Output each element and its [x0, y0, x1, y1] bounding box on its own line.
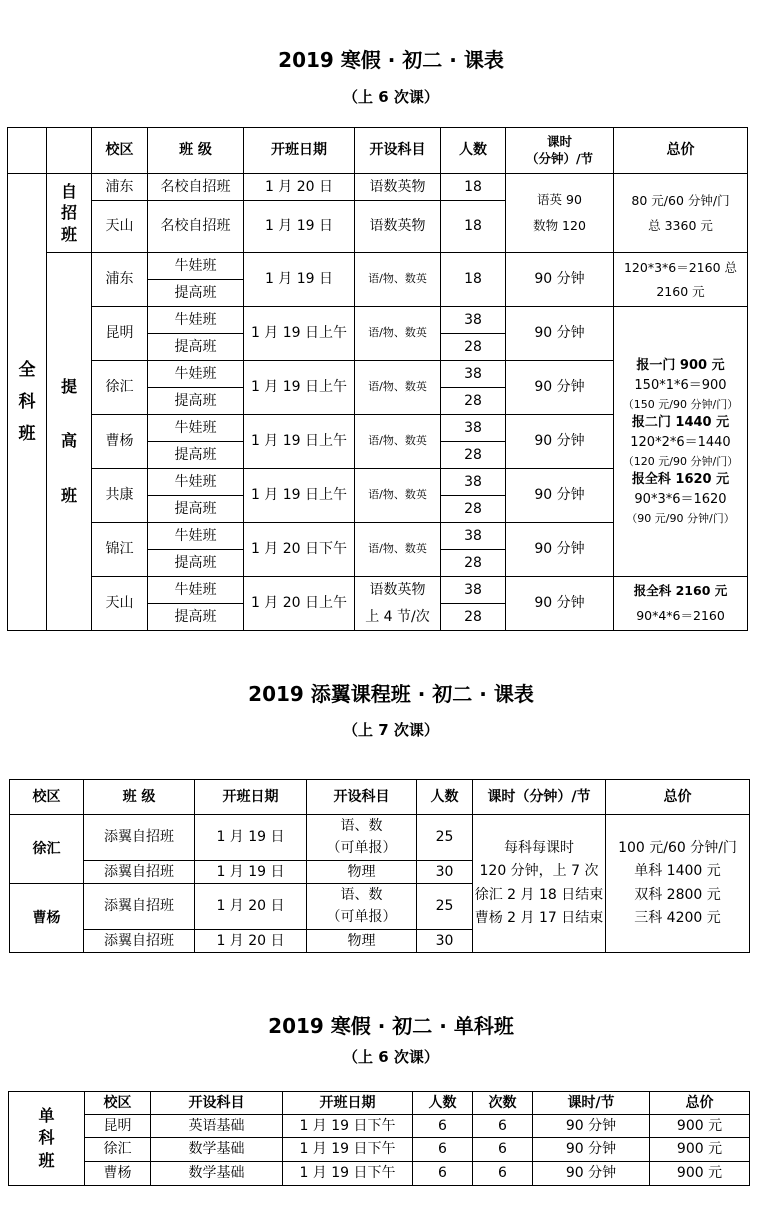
tigao-price-9: （90 元/90 分钟/门） — [626, 512, 735, 526]
tigao-count1-xuhui: 38 — [441, 361, 506, 388]
zizhao-price-1: 80 元/60 分钟/门 — [631, 193, 730, 208]
s3-header-count: 人数 — [413, 1092, 473, 1115]
s3-count-2: 6 — [413, 1138, 473, 1162]
pudong-date: 1 月 19 日 — [244, 253, 355, 307]
tigao-date-gongkang: 1 月 19 日上午 — [244, 469, 355, 523]
s2-header-price: 总价 — [606, 780, 750, 815]
pudong-price-1: 120*3*6＝2160 总 — [623, 259, 738, 275]
zizhao-price — [614, 174, 748, 253]
pudong-campus: 浦东 — [92, 253, 148, 307]
tigao-subjects-xuhui: 语/物、数英 — [355, 361, 441, 415]
tianshan-class-1: 牛娃班 — [148, 577, 244, 604]
tianshan-count-2: 28 — [441, 604, 506, 631]
s2-date-xuhui-2: 1 月 19 日 — [195, 861, 307, 884]
group-tigao — [47, 253, 92, 631]
tigao-price — [614, 307, 748, 577]
section2-subtitle: （上 7 次课） — [343, 721, 439, 739]
s2-date-caoyang-2: 1 月 20 日 — [195, 930, 307, 953]
header-class: 班 级 — [148, 128, 244, 174]
header-price: 总价 — [614, 128, 748, 174]
s3-hours-1: 90 分钟 — [533, 1115, 650, 1138]
s3-campus-3: 曹杨 — [85, 1162, 151, 1186]
tigao-price-1: 报一门 900 元 — [636, 357, 725, 373]
tigao-subjects-gongkang: 语/物、数英 — [355, 469, 441, 523]
s2-count-caoyang-1: 25 — [417, 884, 473, 930]
tigao-count2-jinjiang: 28 — [441, 550, 506, 577]
tigao-hours-gongkang: 90 分钟 — [506, 469, 614, 523]
tigao-price-4: 报二门 1440 元 — [631, 414, 730, 430]
s3-count-1: 6 — [413, 1115, 473, 1138]
s3-hours-3: 90 分钟 — [533, 1162, 650, 1186]
tigao-hours-caoyang: 90 分钟 — [506, 415, 614, 469]
header-subjects: 开设科目 — [355, 128, 441, 174]
s2-hours-2: 120 分钟，上 7 次 — [479, 863, 599, 880]
tigao-price-7: 报全科 1620 元 — [631, 472, 730, 488]
group-zizhao-label: 自招班 — [60, 181, 77, 244]
s3-header-price: 总价 — [650, 1092, 750, 1115]
zizhao-class-2: 名校自招班 — [148, 201, 244, 253]
s3-hours-2: 90 分钟 — [533, 1138, 650, 1162]
pudong-class-2: 提高班 — [148, 280, 244, 307]
tigao-campus-kunming: 昆明 — [92, 307, 148, 361]
s3-header-times: 次数 — [473, 1092, 533, 1115]
s3-header-hours: 课时/节 — [533, 1092, 650, 1115]
tigao-date-kunming: 1 月 19 日上午 — [244, 307, 355, 361]
tigao-class2-gongkang: 提高班 — [148, 496, 244, 523]
s2-price-1: 100 元/60 分钟/门 — [618, 840, 737, 857]
tianshan-campus: 天山 — [92, 577, 148, 631]
header-campus: 校区 — [92, 128, 148, 174]
zizhao-count-1: 18 — [441, 174, 506, 201]
tigao-class2-kunming: 提高班 — [148, 334, 244, 361]
s2-header-count: 人数 — [417, 780, 473, 815]
tigao-count2-xuhui: 28 — [441, 388, 506, 415]
tianshan-price — [614, 577, 748, 631]
s2-date-xuhui-1: 1 月 19 日 — [195, 815, 307, 861]
tianshan-date: 1 月 20 日上午 — [244, 577, 355, 631]
header-empty-1 — [8, 128, 47, 174]
group-zizhao — [47, 174, 92, 253]
tigao-class2-jinjiang: 提高班 — [148, 550, 244, 577]
s3-group — [9, 1092, 85, 1186]
tigao-date-xuhui: 1 月 19 日上午 — [244, 361, 355, 415]
tigao-price-6: （120 元/90 分钟/门） — [622, 455, 739, 469]
tigao-campus-xuhui: 徐汇 — [92, 361, 148, 415]
tigao-class2-xuhui: 提高班 — [148, 388, 244, 415]
winter-all-subject-table — [7, 127, 748, 631]
group-tigao-label: 提高班 — [60, 377, 77, 505]
s2-hours-4: 曹杨 2 月 17 日结束 — [474, 909, 604, 926]
pudong-price — [614, 253, 748, 307]
tigao-class1-jinjiang: 牛娃班 — [148, 523, 244, 550]
s2-price-2: 单科 1400 元 — [634, 863, 721, 880]
section1-title: 2019 寒假 · 初二 · 课表 — [278, 48, 504, 72]
tigao-price-5: 120*2*6＝1440 — [630, 434, 731, 450]
tigao-count1-caoyang: 38 — [441, 415, 506, 442]
header-hours-line2: （分钟）/节 — [525, 150, 594, 166]
tigao-price-8: 90*3*6＝1620 — [634, 492, 727, 508]
s3-price-2: 900 元 — [650, 1138, 750, 1162]
tigao-count1-kunming: 38 — [441, 307, 506, 334]
tigao-count2-caoyang: 28 — [441, 442, 506, 469]
header-start-date: 开班日期 — [244, 128, 355, 174]
tianshan-count-1: 38 — [441, 577, 506, 604]
s3-date-1: 1 月 19 日下午 — [283, 1115, 413, 1138]
zizhao-subjects-1: 语数英物 — [355, 174, 441, 201]
tigao-count1-gongkang: 38 — [441, 469, 506, 496]
s2-subjects-caoyang-1 — [307, 884, 417, 930]
s2-class-xuhui-1: 添翼自招班 — [84, 815, 195, 861]
tigao-campus-caoyang: 曹杨 — [92, 415, 148, 469]
s3-group-label: 单科班 — [38, 1105, 55, 1170]
zizhao-campus-2: 天山 — [92, 201, 148, 253]
s2-subjects-xuhui-1a: 语、数 — [340, 817, 383, 834]
s2-subjects-xuhui-1 — [307, 815, 417, 861]
tigao-date-jinjiang: 1 月 20 日下午 — [244, 523, 355, 577]
group-all-subject-label: 全科班 — [18, 359, 36, 445]
zizhao-campus-1: 浦东 — [92, 174, 148, 201]
header-hours-line1: 课时 — [546, 133, 572, 149]
tigao-subjects-jinjiang: 语/物、数英 — [355, 523, 441, 577]
s2-price-4: 三科 4200 元 — [634, 909, 721, 926]
s2-price-3: 双科 2800 元 — [634, 886, 721, 903]
tigao-class1-gongkang: 牛娃班 — [148, 469, 244, 496]
s2-header-campus: 校区 — [10, 780, 84, 815]
pudong-price-2: 2160 元 — [656, 283, 705, 299]
pudong-count: 18 — [441, 253, 506, 307]
zizhao-count-2: 18 — [441, 201, 506, 253]
tigao-class1-xuhui: 牛娃班 — [148, 361, 244, 388]
s2-subjects-xuhui-1b: （可单报） — [326, 839, 397, 856]
s2-hours-1: 每科每课时 — [504, 840, 574, 857]
single-subject-table — [8, 1091, 750, 1186]
pudong-subjects: 语/物、数英 — [355, 253, 441, 307]
s2-subjects-caoyang-2: 物理 — [307, 930, 417, 953]
tigao-hours-xuhui: 90 分钟 — [506, 361, 614, 415]
zizhao-date-1: 1 月 20 日 — [244, 174, 355, 201]
s2-hours — [473, 815, 606, 953]
zizhao-hours — [506, 174, 614, 253]
tianshan-subjects-1: 语数英物 — [369, 582, 426, 598]
s3-subject-2: 数学基础 — [151, 1138, 283, 1162]
tigao-price-3: （150 元/90 分钟/门） — [622, 397, 739, 411]
s3-date-3: 1 月 19 日下午 — [283, 1162, 413, 1186]
s3-campus-2: 徐汇 — [85, 1138, 151, 1162]
s2-subjects-caoyang-1a: 语、数 — [340, 886, 383, 903]
header-empty-2 — [47, 128, 92, 174]
tigao-price-2: 150*1*6＝900 — [634, 377, 727, 393]
section2-title: 2019 添翼课程班 · 初二 · 课表 — [248, 682, 534, 706]
zizhao-subjects-2: 语数英物 — [355, 201, 441, 253]
s2-campus-caoyang: 曹杨 — [10, 884, 84, 953]
s2-count-xuhui-1: 25 — [417, 815, 473, 861]
s2-price — [606, 815, 750, 953]
s3-subject-3: 数学基础 — [151, 1162, 283, 1186]
s2-campus-xuhui: 徐汇 — [10, 815, 84, 884]
s2-header-start-date: 开班日期 — [195, 780, 307, 815]
section1-subtitle: （上 6 次课） — [343, 88, 439, 106]
s2-class-xuhui-2: 添翼自招班 — [84, 861, 195, 884]
tigao-subjects-kunming: 语/物、数英 — [355, 307, 441, 361]
s2-header-subjects: 开设科目 — [307, 780, 417, 815]
tigao-hours-jinjiang: 90 分钟 — [506, 523, 614, 577]
s3-date-2: 1 月 19 日下午 — [283, 1138, 413, 1162]
tianshan-subjects-2: 上 4 节/次 — [365, 608, 430, 625]
zizhao-class-1: 名校自招班 — [148, 174, 244, 201]
s3-header-subject: 开设科目 — [151, 1092, 283, 1115]
tianshan-subjects — [355, 577, 441, 631]
s3-times-2: 6 — [473, 1138, 533, 1162]
tigao-hours-kunming: 90 分钟 — [506, 307, 614, 361]
s3-count-3: 6 — [413, 1162, 473, 1186]
s2-class-caoyang-2: 添翼自招班 — [84, 930, 195, 953]
s3-subject-1: 英语基础 — [151, 1115, 283, 1138]
s2-count-xuhui-2: 30 — [417, 861, 473, 884]
tigao-class1-kunming: 牛娃班 — [148, 307, 244, 334]
pudong-class-1: 牛娃班 — [148, 253, 244, 280]
tigao-count1-jinjiang: 38 — [441, 523, 506, 550]
tigao-date-caoyang: 1 月 19 日上午 — [244, 415, 355, 469]
tigao-subjects-caoyang: 语/物、数英 — [355, 415, 441, 469]
tigao-class2-caoyang: 提高班 — [148, 442, 244, 469]
tianyi-course-table — [9, 779, 750, 953]
tigao-campus-gongkang: 共康 — [92, 469, 148, 523]
s3-times-1: 6 — [473, 1115, 533, 1138]
s2-count-caoyang-2: 30 — [417, 930, 473, 953]
tigao-count2-gongkang: 28 — [441, 496, 506, 523]
s3-price-3: 900 元 — [650, 1162, 750, 1186]
tianshan-class-2: 提高班 — [148, 604, 244, 631]
s3-header-date: 开班日期 — [283, 1092, 413, 1115]
header-count: 人数 — [441, 128, 506, 174]
s2-date-caoyang-1: 1 月 20 日 — [195, 884, 307, 930]
tianshan-price-2: 90*4*6＝2160 — [636, 607, 725, 623]
s3-price-1: 900 元 — [650, 1115, 750, 1138]
s3-times-3: 6 — [473, 1162, 533, 1186]
tianshan-price-1: 报全科 2160 元 — [633, 583, 728, 599]
s3-header-campus: 校区 — [85, 1092, 151, 1115]
zizhao-date-2: 1 月 19 日 — [244, 201, 355, 253]
zizhao-price-2: 总 3360 元 — [648, 218, 713, 233]
zizhao-hours-1: 语英 90 — [537, 191, 582, 207]
group-all-subject — [8, 174, 47, 631]
tigao-campus-jinjiang: 锦江 — [92, 523, 148, 577]
tigao-class1-caoyang: 牛娃班 — [148, 415, 244, 442]
s2-subjects-xuhui-2: 物理 — [307, 861, 417, 884]
section3-subtitle: （上 6 次课） — [343, 1048, 439, 1066]
s2-subjects-caoyang-1b: （可单报） — [326, 908, 397, 925]
section3-title: 2019 寒假 · 初二 · 单科班 — [268, 1014, 514, 1038]
zizhao-hours-2: 数物 120 — [533, 218, 586, 233]
tigao-count2-kunming: 28 — [441, 334, 506, 361]
s3-campus-1: 昆明 — [85, 1115, 151, 1138]
pudong-hours: 90 分钟 — [506, 253, 614, 307]
s2-class-caoyang-1: 添翼自招班 — [84, 884, 195, 930]
tianshan-hours: 90 分钟 — [506, 577, 614, 631]
s2-header-hours: 课时（分钟）/节 — [473, 780, 606, 815]
s2-hours-3: 徐汇 2 月 18 日结束 — [474, 886, 604, 903]
s2-header-class: 班 级 — [84, 780, 195, 815]
header-hours — [506, 128, 614, 174]
